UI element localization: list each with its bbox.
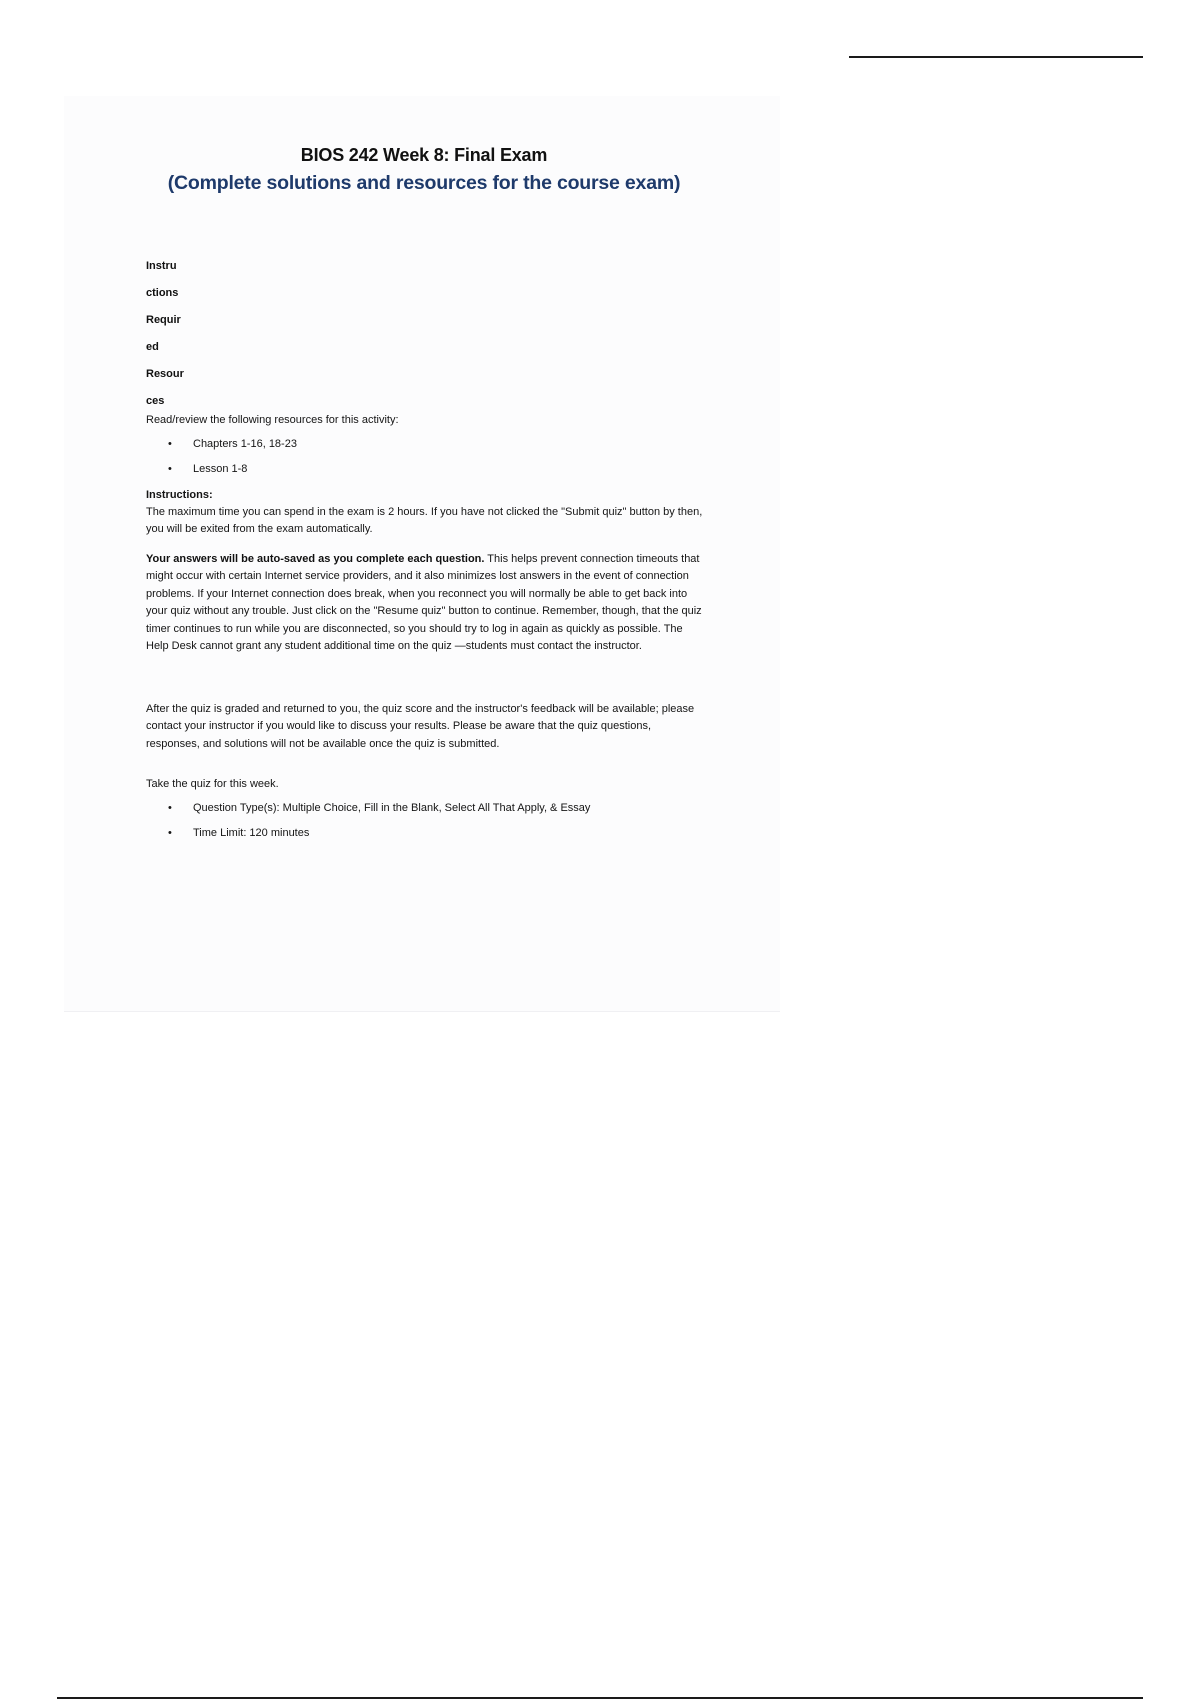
take-quiz-line: Take the quiz for this week. [146,778,279,790]
bullet-icon: • [168,827,172,839]
instructions-heading: Instructions: [146,489,213,501]
bullet-icon: • [168,438,172,450]
resource-item: • Lesson 1-8 [168,463,248,475]
side-label: ctions [146,287,179,299]
document-page [64,96,780,1012]
side-label: Resour [146,368,184,380]
resource-item: • Chapters 1-16, 18-23 [168,438,297,450]
footer-rule [57,1697,1143,1699]
resources-intro: Read/review the following resources for this activity: [146,414,399,426]
autosave-emphasis: Your answers will be auto-saved as you complete each question. [146,553,485,565]
bullet-icon: • [168,463,172,475]
quiz-detail-item: • Time Limit: 120 minutes [168,827,310,839]
side-label: ed [146,341,159,353]
side-label: Requir [146,314,181,326]
bullet-icon: • [168,802,172,814]
autosave-paragraph: Your answers will be auto-saved as you complete each question. This helps prevent connection timeouts that might occur with certain Internet service providers, and it also minimizes lost answers in the event of connection problems. If your Internet connection does break, when you reconnect you will normally be able to get back into your quiz without any trouble. Just click on the "Resume quiz" button to continue. Remember, though, that the quiz timer continues to run while you are disconnected, so you should try to log in again as quickly as possible. The Help Desk cannot grant any student additional time on the quiz —students must contact the instructor. [146,553,702,653]
header-rule [849,56,1143,58]
document-title: BIOS 242 Week 8: Final Exam [300,145,548,165]
side-label: Instru [146,260,177,272]
document-subtitle: (Complete solutions and resources for the course exam) [167,172,681,194]
quiz-detail-item: • Question Type(s): Multiple Choice, Fill in the Blank, Select All That Apply, & Essay [168,802,591,814]
grading-paragraph: After the quiz is graded and returned to you, the quiz score and the instructor's feedback will be available; please contact your instructor if you would like to discuss your results. Please be aware that the quiz questions, responses, and solutions will not be available once the quiz is submitted. [146,703,695,750]
side-label: ces [146,395,165,407]
instructions-paragraph: The maximum time you can spend in the exam is 2 hours. If you have not clicked the "Submit quiz" button by then, you will be exited from the exam automatically. [146,506,703,536]
